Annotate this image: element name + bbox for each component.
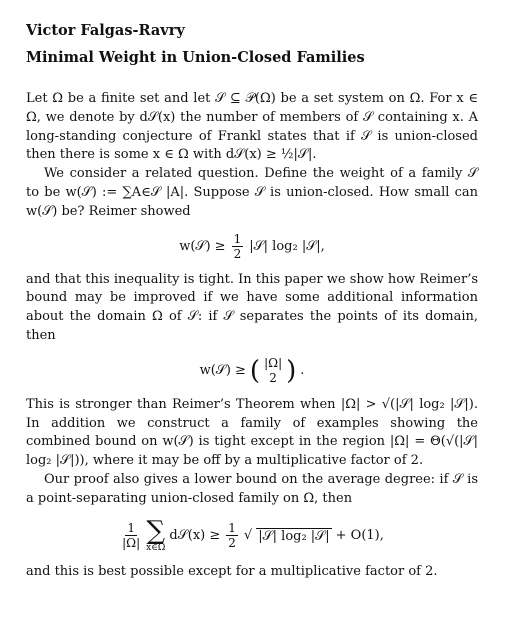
eq3-mid: d𝒮(x) ≥: [169, 528, 221, 544]
eq3-fraction-2: [226, 521, 238, 550]
paragraph-3: and that this inequality is tight. In this paper we show how Reimer’s bound may be improved if we have some additional information about the domain Ω of 𝒮: if 𝒮 separates the points of its domain, then: [26, 271, 478, 343]
eq3-sqrt-sign: √: [243, 528, 253, 544]
eq2-bottom: 2: [269, 370, 277, 385]
equation-average-degree: [26, 515, 478, 553]
equation-reimer-bound: [26, 232, 478, 261]
eq3-sqrt-body: |𝒮| log₂ |𝒮|: [258, 528, 330, 544]
eq1-right: |𝒮| log₂ |𝒮|,: [249, 238, 325, 254]
eq1-numerator: 1: [233, 231, 242, 246]
eq1-denominator: 2: [233, 246, 242, 261]
eq2-left-paren: (: [249, 355, 261, 386]
author-name: Victor Falgas-Ravry: [26, 22, 185, 39]
eq2-binomial: [264, 356, 282, 386]
paragraph-6: and this is best possible except for a multiplicative factor of 2.: [26, 563, 438, 579]
eq3-denominator-2: 2: [228, 536, 236, 551]
eq2-top: |Ω|: [264, 355, 283, 370]
abstract-page: [26, 22, 478, 581]
eq3-numerator-2: 1: [228, 521, 236, 536]
eq3-numerator-1: 1: [127, 521, 135, 536]
paragraph-1: Let Ω be a finite set and let 𝒮 ⊆ 𝒫(Ω) be a set system on Ω. For x ∈ Ω, we denote by d𝒮(x) the number of members of 𝒮 containing x. A long-standing conjecture of Frankl states that if 𝒮 is union-closed then there is some x ∈ Ω with d𝒮(x) ≥ ½|𝒮|.: [26, 91, 478, 163]
paragraph-2: We consider a related question. Define the weight of a family 𝒮 to be w(𝒮) := ∑A∈𝒮 |A|. Suppose 𝒮 is union-closed. How small can w(𝒮) be? Reimer showed: [26, 166, 478, 219]
paragraph-4: This is stronger than Reimer’s Theorem when |Ω| > √(|𝒮| log₂ |𝒮|). In addition we construct a family of examples showing the combined bound on w(𝒮) is tight except in the region |Ω| = Θ(√(|𝒮| log₂ |𝒮|)), where it may be off by a multiplicative factor of 2.: [26, 396, 478, 469]
eq3-end: + O(1),: [335, 528, 384, 544]
eq3-sum-subscript: x∈Ω: [146, 542, 166, 553]
paper-title: Minimal Weight in Union-Closed Families: [26, 49, 365, 66]
eq2-end: .: [300, 363, 305, 379]
eq3-sigma: ∑: [146, 515, 166, 546]
eq2-right-paren: ): [286, 355, 297, 386]
paragraph-5: Our proof also gives a lower bound on the average degree: if 𝒮 is a point-separating union-closed family on Ω, then: [26, 471, 478, 506]
eq3-fraction-1: [122, 521, 140, 550]
eq3-denominator-1: |Ω|: [122, 536, 141, 551]
eq1-left: w(𝒮) ≥: [179, 238, 226, 254]
eq1-fraction: [232, 232, 244, 261]
eq3-summation: [146, 515, 166, 553]
eq2-left: w(𝒮) ≥: [199, 363, 246, 379]
equation-binomial-bound: [26, 356, 478, 386]
